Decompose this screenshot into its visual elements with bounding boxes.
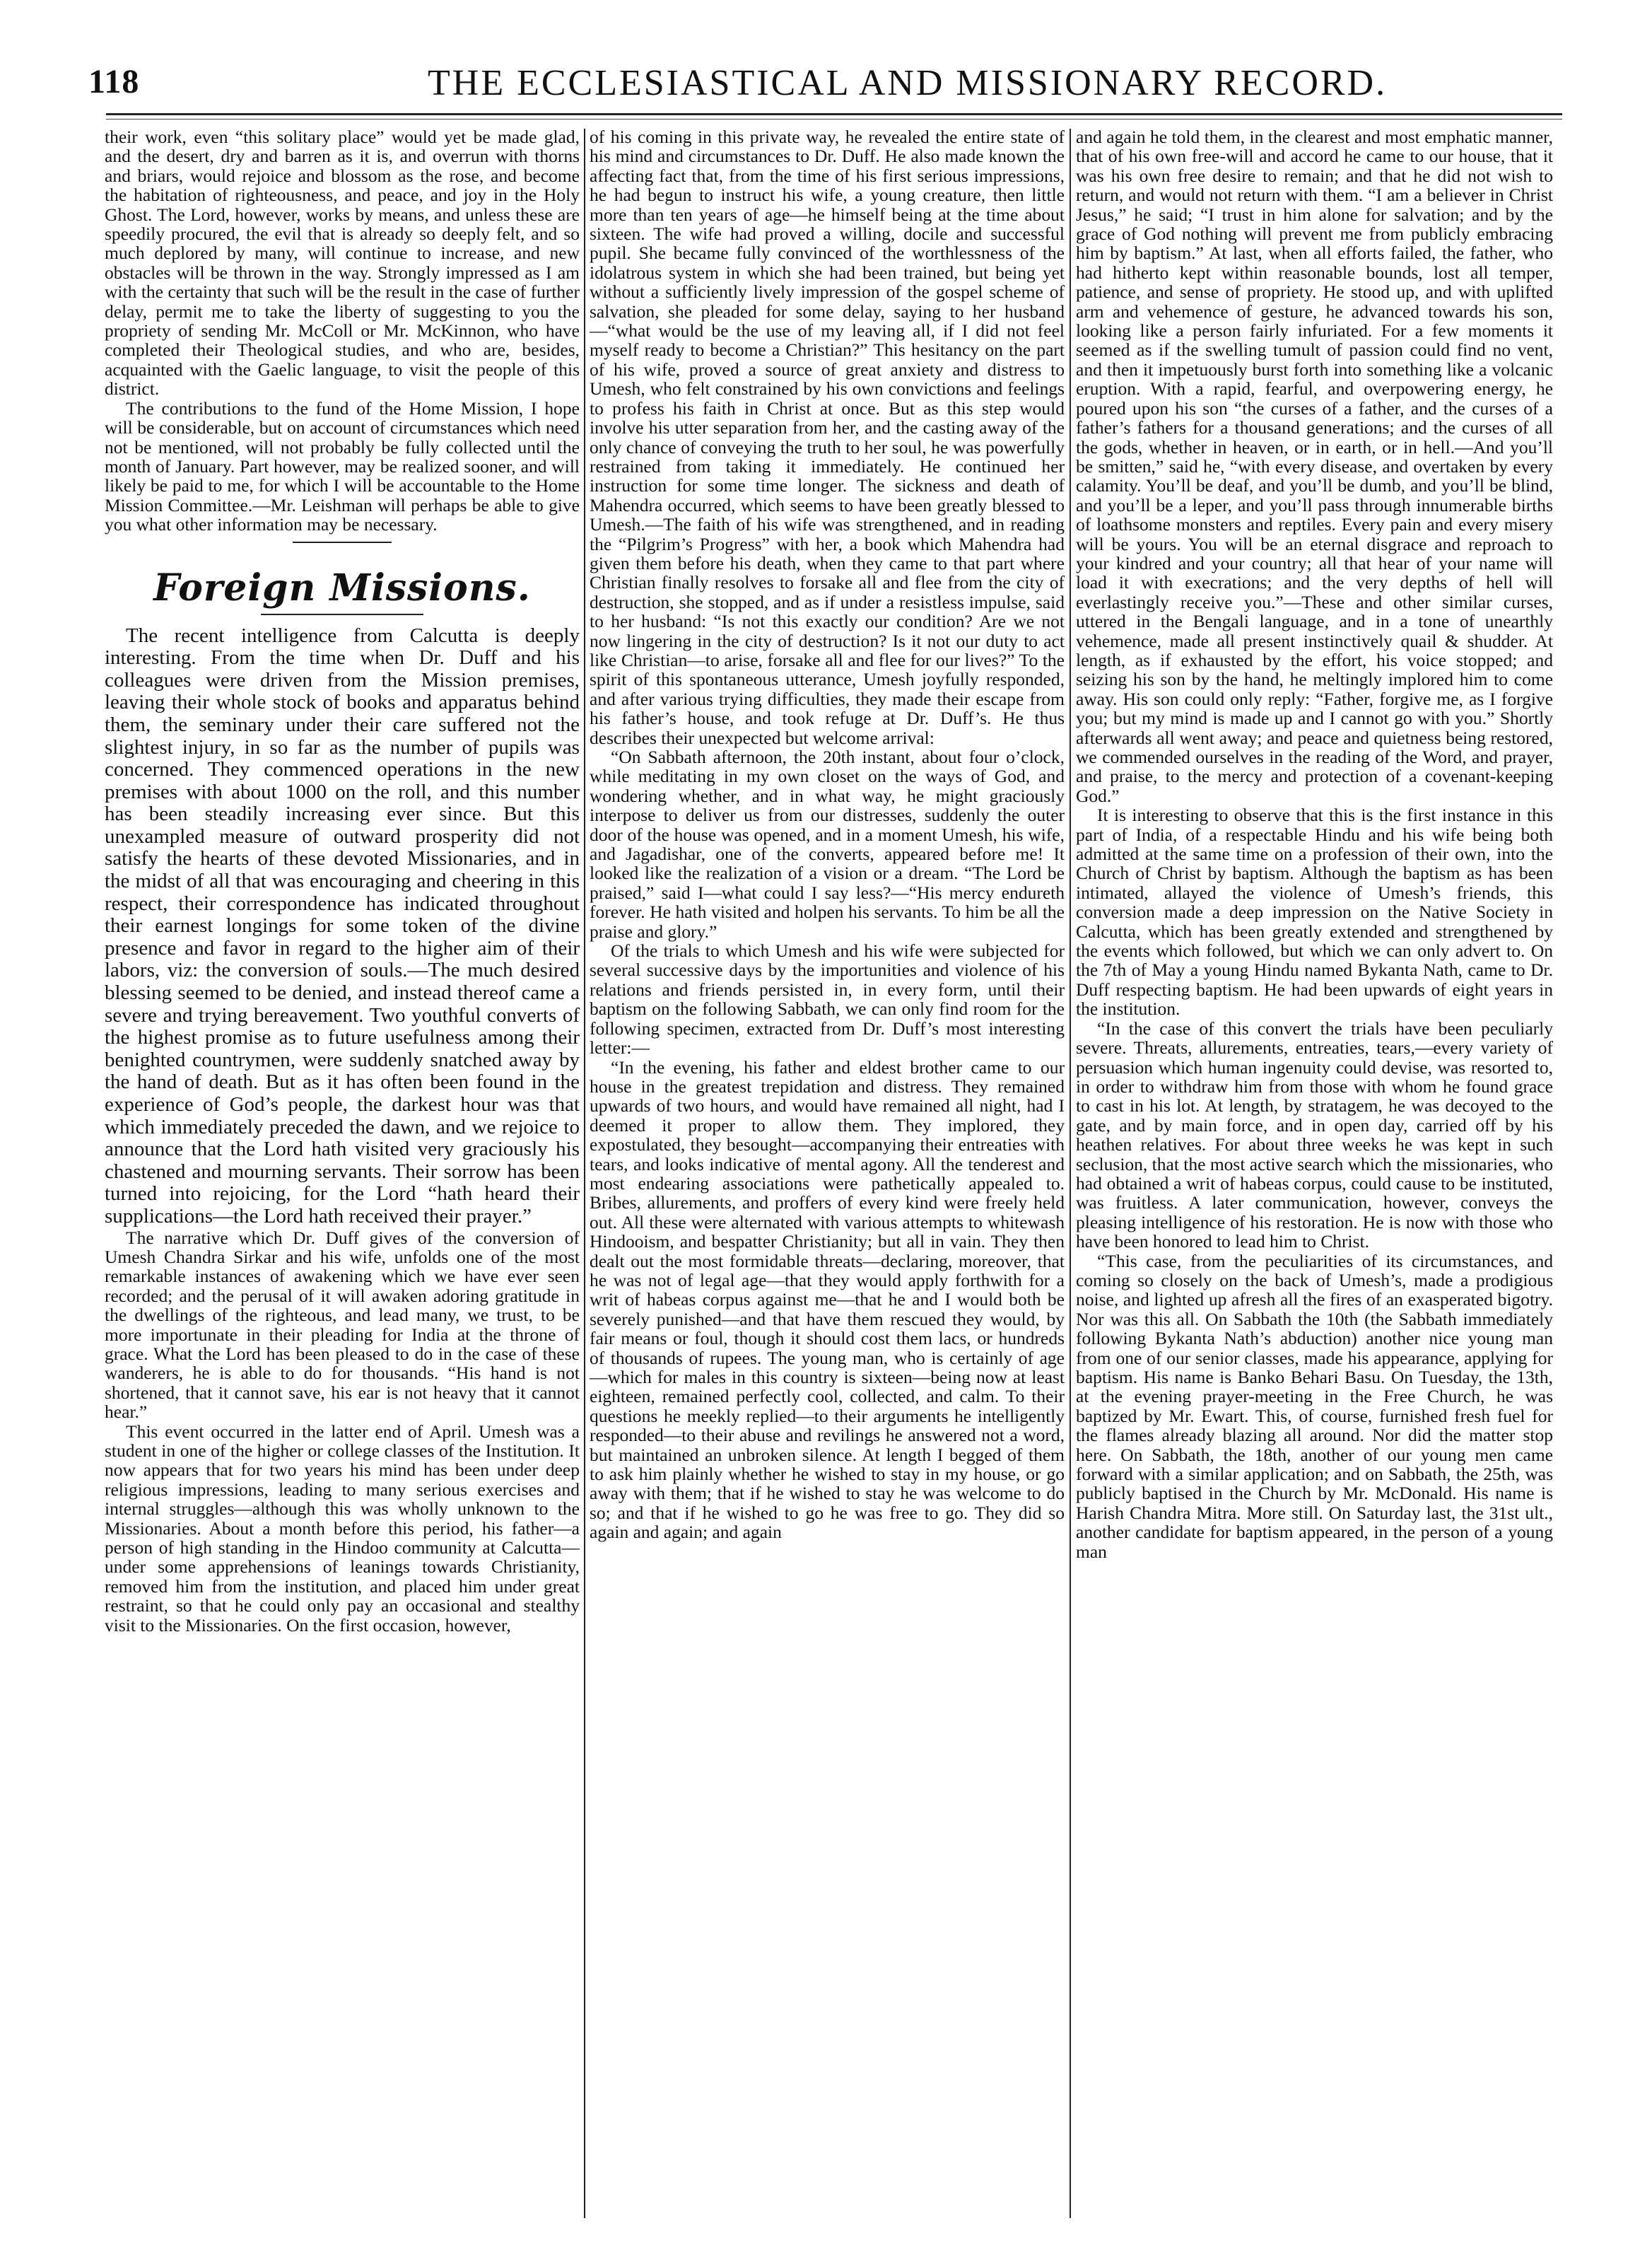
page-number: 118	[88, 63, 140, 100]
column-1	[105, 127, 580, 2220]
column-divider	[584, 129, 585, 2218]
paragraph: Of the trials to which Umesh and his wife were subjected for several successive days by the importunities and violence of his relations and friends persisted in, in every form, until their baptism on the following Sabbath, we can only find room for the following specimen, extracted from Dr. Duff’s most interesting letter:—	[590, 940, 1065, 1058]
section-title: Foreign Missions.	[153, 566, 531, 610]
quoted-paragraph: “On Sabbath afternoon, the 20th instant, about four o’clock, while meditating in my own closet on the ways of God, and wondering whether, and in what way, he might graciously interpose to deliver us from our distresses, suddenly the outer door of the house was opened, and in a moment Umesh, his wife, and Jagadishar, one of the converts, appeared before me! It looked like the realization of a vision or a dream. “The Lord be praised,” said I—what could I say less?—“His mercy endureth forever. He hath visited and holpen his servants. To him be all the praise and glory.”	[590, 747, 1065, 942]
column-divider	[1070, 129, 1071, 2218]
paragraph: This event occurred in the latter end of April. Umesh was a student in one of the higher or college classes of the Institution. It now appears that for two years his mind has been under deep religious impressions, leading to many serious exercises and internal struggles—although this was wholly unknown to the Missionaries. About a month before this period, his father—a person of high standing in the Hindoo community at Calcutta—under some apprehensions of leanings towards Christianity, removed him from the institution, and placed him under great restraint, so that he could only pay an occasional and stealthy visit to the Missionaries. On the first occasion, however,	[105, 1421, 580, 1635]
quoted-paragraph: “In the case of this convert the trials have been peculiarly severe. Threats, allurements, entreaties, tears,—every variety of persuasion which human ingenuity could devise, was resorted to, in order to withdraw him from those with whom he found grace to cast in his lot. At length, by stratagem, he was decoyed to the gate, and by main force, and in open day, carried off by his heathen relatives. For about three weeks he was kept in such seclusion, that the most active search which the missionaries, who had obtained a writ of habeas corpus, could cause to be instituted, was fruitless. A later communication, however, conveys the pleasing intelligence of his restoration. He is now with those who have been honored to lead him to Christ.	[1076, 1017, 1553, 1252]
running-title: THE ECCLESIASTICAL AND MISSIONARY RECORD.	[428, 63, 1388, 103]
title-rule	[261, 614, 423, 615]
header-rule	[106, 113, 1562, 115]
paragraph: The recent intelligence from Calcutta is deeply interesting. From the time when Dr. Duff and his colleagues were driven from the Mission premises, leaving their whole stock of books and apparatus behind them, the seminary under their care suffered not the slightest injury, in so far as the number of pupils was concerned. They commenced operations in the new premises with about 1000 on the roll, and this number has been steadily increasing ever since. But this unexampled measure of outward prosperity did not satisfy the hearts of these devoted Missionaries, and in the midst of all that was encouraging and cheering in this respect, their correspondence has indicated throughout their earnest longings for some token of the divine presence and favor in regard to the higher aim of their labors, viz: the conversion of souls.—The much desired blessing seemed to be denied, and instead thereof came a severe and trying bereavement. Two youthful converts of the highest promise as to future usefulness among their benighted countrymen, were suddenly snatched away by the hand of death. But as it has often been found in the experience of God’s people, the darkest hour was that which immediately preceded the dawn, and we rejoice to announce that the Lord hath visited very graciously his chastened and mourning servants. Their sorrow has been turned into rejoicing, for the Lord “hath heard their supplications—the Lord hath received their prayer.”	[105, 624, 580, 1227]
column-2	[590, 127, 1065, 2220]
page-header	[88, 62, 1559, 112]
column-3	[1076, 127, 1553, 2220]
quoted-paragraph: “In the evening, his father and eldest brother came to our house in the greatest trepidation and distress. They remained upwards of two hours, and would have remained all night, had I deemed it proper to allow them. They implored, they expostulated, they besought—accompanying their entreaties with tears, and looks indicative of mental agony. All the tenderest and most endearing associations were pathetically appealed to. Bribes, allurements, and proffers of every kind were freely held out. All these were alternated with various attempts to whitewash Hindooism, and bespatter Christianity; but all in vain. They then dealt out the most formidable threats—declaring, moreover, that he was not of legal age—that they would apply forthwith for a writ of habeas corpus against me—that he and I would both be severely punished—and that have them rescued they would, by fair means or foul, though it should cost them lacs, or hundreds of thousands of rupees. The young man, who is certainly of age—which for males in this country is sixteen—being now at least eighteen, remained perfectly cool, collected, and calm. To their questions he meekly replied—to their arguments he intelligently responded—to their abuse and revilings he answered not a word, but maintained an unbroken silence. At length I begged of them to ask him plainly whether he wished to stay in my house, or go away with them; that if he wished to stay he was welcome to do so; and that if he wished to go he was free to go. They did so again and again; and again	[590, 1056, 1065, 1543]
separator-rule	[293, 542, 392, 543]
paragraph: The contributions to the fund of the Home Mission, I hope will be considerable, but on account of circumstances which need not be mentioned, will not probably be fully collected until the month of January. Part however, may be realized sooner, and will likely be paid to me, for which I will be accountable to the Home Mission Committee.—Mr. Leishman will perhaps be able to give you what other information may be necessary.	[105, 397, 580, 535]
paragraph: The narrative which Dr. Duff gives of the conversion of Umesh Chandra Sirkar and his wife, unfolds one of the most remarkable instances of awakening which we have ever seen recorded; and the perusal of it will awaken adoring gratitude in the dwellings of the righteous, and lead many, we trust, to be more importunate in their pleading for India at the throne of grace. What the Lord has been pleased to do in the case of these wanderers, he is able to do for thousands. “His hand is not shortened, that it cannot save, his ear is not heavy that it cannot hear.”	[105, 1227, 580, 1423]
paragraph: It is interesting to observe that this is the first instance in this part of India, of a respectable Hindu and his wife being both admitted at the same time on a profession of their own, into the Church of Christ by baptism. Although the baptism as has been intimated, allayed the violence of Umesh’s friends, this conversion made a deep impression on the Native Society in Calcutta, which has been greatly extended and strengthened by the events which followed, but which we can only advert to. On the 7th of May a young Hindu named Bykanta Nath, came to Dr. Duff respecting baptism. He had been upwards of eight years in the institution.	[1076, 805, 1553, 1020]
paragraph: of his coming in this private way, he revealed the entire state of his mind and circumstances to Dr. Duff. He also made known the affecting fact that, from the time of his first serious impressions, he had begun to instruct his wife, a young creature, then little more than ten years of age—he himself being at the time about sixteen. The wife had proved a willing, docile and successful pupil. She became fully convinced of the worthlessness of the idolatrous system in which she had been trained, but being yet without a sufficiently lively impression of the gospel scheme of salvation, she pleaded for some delay, saying to her husband—“what would be the use of my leaving all, if I did not feel myself ready to become a Christian?” This hesitancy on the part of his wife, proved a source of great anxiety and distress to Umesh, who felt constrained by his own convictions and feelings to profess his faith in Christ at once. But as this step would involve his utter separation from her, and the casting away of the only chance of conveying the truth to her soul, he was powerfully restrained from taking it immediately. He continued her instruction for some time longer. The sickness and death of Mahendra occurred, which seems to have been greatly blessed to Umesh.—The faith of his wife was strengthened, and in reading the “Pilgrim’s Progress” with her, a book which Mahendra had given them before his death, when they came to that part where Christian finally resolves to forsake all and flee from the city of destruction, she stopped, and as if under a resistless impulse, said to her husband: “Is not this exactly our condition? Are we not now lingering in the city of destruction? Is it not our duty to act like Christian—to arise, forsake all and flee for our lives?” To the spirit of this spontaneous utterance, Umesh joyfully responded, and after various trying difficulties, they made their escape from his father’s house, and took refuge at Dr. Duff’s. He thus describes their unexpected but welcome arrival:	[590, 127, 1065, 748]
paragraph: and again he told them, in the clearest and most emphatic manner, that of his own free-will and accord he came to our house, that it was his own free desire to remain; and that he did not wish to return, and would not return with them. “I am a believer in Christ Jesus,” he said; “I trust in him alone for salvation; and by the grace of God nothing will prevent me from publicly embracing him by baptism.” At last, when all efforts failed, the father, who had hitherto kept within reasonable bounds, lost all temper, patience, and sense of propriety. He stood up, and with uplifted arm and vehemence of gesture, he advanced towards his son, looking like a person fairly infuriated. For a few moments it seemed as if the swelling tumult of passion could find no vent, and then it impetuously burst forth into something like a volcanic eruption. With a rapid, fearful, and overpowering energy, he poured upon his son “the curses of a father, and the curses of a father’s fathers for a thousand generations; and the curses of all the gods, whether in heaven, or in earth, or in hell.—And you’ll be smitten,” said he, “with every disease, and overtaken by every calamity. You’ll be deaf, and you’ll be dumb, and you’ll be blind, and you’ll be a leper, and you’ll pass through innumerable births of loathsome monsters and reptiles. Every pain and every misery will be yours. You will be an eternal disgrace and reproach to your kindred and your country; all that hear of your name will load it with execrations; and the very depths of hell will everlastingly receive you.”—These and other similar curses, uttered in the Bengali language, and in a tone of unearthly vehemence, made all present instinctively quail & shudder. At length, as if exhausted by the effort, his voice stopped; and seizing his son by the hand, he meltingly implored him to come away. His son could only reply: “Father, forgive me, as I forgive you; but my mind is made up and I cannot go with you.” Shortly afterwards all went away; and peace and quietness being restored, we commended ourselves in the reading of the Word, and prayer, and praise, to the mercy and protection of a covenant-keeping God.”	[1076, 127, 1553, 806]
paragraph: their work, even “this solitary place” would yet be made glad, and the desert, dry and barren as it is, and overrun with thorns and briars, would rejoice and blossom as the rose, and become the habitation of righteousness, and peace, and joy in the Holy Ghost. The Lord, however, works by means, and unless these are speedily procured, the evil that is already so deeply felt, and so much deplored by many, will continue to increase, and new obstacles will be thrown in the way. Strongly impressed as I am with the certainty that such will be the result in the case of further delay, permit me to take the liberty of suggesting to you the propriety of sending Mr. McColl or Mr. McKinnon, who have completed their Theological studies, and who are, besides, acquainted with the Gaelic language, to visit the people of this district.	[105, 127, 580, 400]
quoted-paragraph: “This case, from the peculiarities of its circumstances, and coming so closely on the back of Umesh’s, made a prodigious noise, and lighted up afresh all the fires of an exasperated bigotry. Nor was this all. On Sabbath the 10th (the Sabbath immediately following Bykanta Nath’s abduction) another nice young man from one of our senior classes, made his appearance, applying for baptism. His name is Banko Behari Basu. On Tuesday, the 13th, at the evening prayer-meeting in the Free Church, he was baptized by Mr. Ewart. This, of course, furnished fresh fuel for the flames already blazing all around. Nor did the matter stop here. On Sabbath, the 18th, another of our young men came forward with a similar application; and on Sabbath, the 25th, was publicly baptised in the Church by Mr. McDonald. His name is Harish Chandra Mitra. More still. On Saturday last, the 31st ult., another candidate for baptism appeared, in the person of a young man	[1076, 1250, 1553, 1562]
